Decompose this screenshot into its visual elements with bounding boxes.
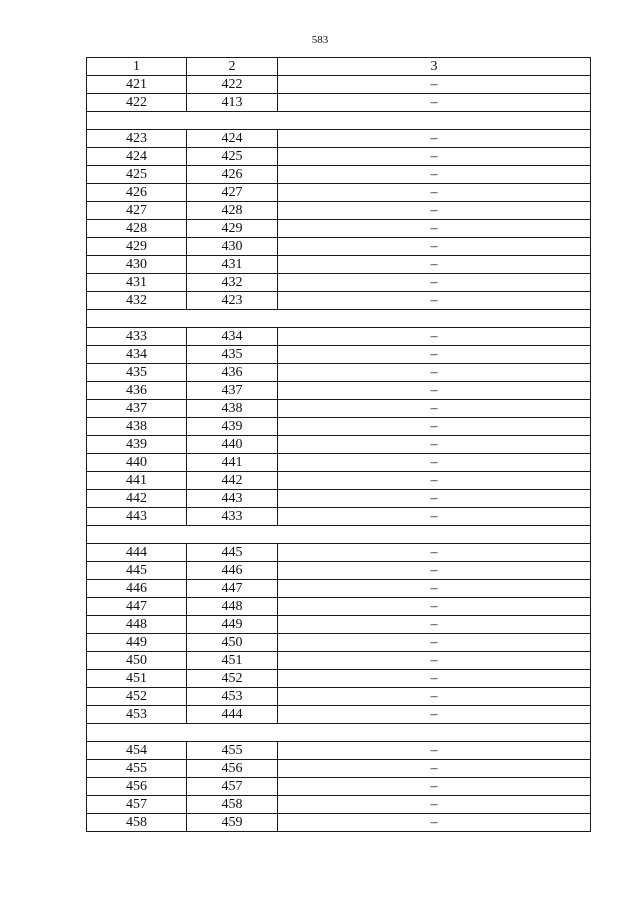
cell-col-3: –	[278, 220, 591, 238]
cell-col-3: –	[278, 742, 591, 760]
cell-col-2: 424	[187, 130, 278, 148]
cell-col-3: –	[278, 472, 591, 490]
table-row	[87, 76, 591, 94]
table-row	[87, 598, 591, 616]
cell-col-3: –	[278, 616, 591, 634]
table-row	[87, 382, 591, 400]
cell-col-2: 444	[187, 706, 278, 724]
separator-cell	[87, 310, 591, 328]
cell-col-1: 422	[87, 94, 187, 112]
group-separator-row	[87, 112, 591, 130]
cell-col-1: 445	[87, 562, 187, 580]
cell-col-2: 452	[187, 670, 278, 688]
table-row	[87, 346, 591, 364]
cell-col-2: 431	[187, 256, 278, 274]
cell-col-3: –	[278, 364, 591, 382]
cell-col-2: 441	[187, 454, 278, 472]
cell-col-3: –	[278, 148, 591, 166]
table-row	[87, 364, 591, 382]
separator-cell	[87, 526, 591, 544]
table-row	[87, 418, 591, 436]
table-row	[87, 544, 591, 562]
table-row	[87, 148, 591, 166]
table-row	[87, 454, 591, 472]
table-row	[87, 742, 591, 760]
cell-col-2: 436	[187, 364, 278, 382]
cell-col-3: –	[278, 76, 591, 94]
cell-col-3: –	[278, 652, 591, 670]
cell-col-2: 432	[187, 274, 278, 292]
group-separator-row	[87, 310, 591, 328]
cell-col-1: 438	[87, 418, 187, 436]
cell-col-1: 421	[87, 76, 187, 94]
cell-col-2: 429	[187, 220, 278, 238]
cell-col-2: 446	[187, 562, 278, 580]
cell-col-1: 426	[87, 184, 187, 202]
cell-col-1: 452	[87, 688, 187, 706]
cell-col-2: 428	[187, 202, 278, 220]
cell-col-3: –	[278, 202, 591, 220]
cell-col-2: 430	[187, 238, 278, 256]
cell-col-3: –	[278, 166, 591, 184]
cell-col-2: 458	[187, 796, 278, 814]
table-row	[87, 256, 591, 274]
cell-col-2: 433	[187, 508, 278, 526]
table-row	[87, 688, 591, 706]
cell-col-3: –	[278, 670, 591, 688]
cell-col-1: 431	[87, 274, 187, 292]
cell-col-2: 448	[187, 598, 278, 616]
cell-col-3: –	[278, 490, 591, 508]
cell-col-2: 456	[187, 760, 278, 778]
table-row	[87, 760, 591, 778]
cell-col-1: 441	[87, 472, 187, 490]
cell-col-3: –	[278, 778, 591, 796]
cell-col-1: 432	[87, 292, 187, 310]
table-row	[87, 94, 591, 112]
cell-col-3: –	[278, 796, 591, 814]
cell-col-1: 424	[87, 148, 187, 166]
separator-cell	[87, 724, 591, 742]
table-row	[87, 508, 591, 526]
cell-col-1: 451	[87, 670, 187, 688]
column-header-3: 3	[278, 58, 591, 76]
cell-col-3: –	[278, 184, 591, 202]
cell-col-2: 442	[187, 472, 278, 490]
table-row	[87, 130, 591, 148]
cell-col-1: 442	[87, 490, 187, 508]
cell-col-2: 459	[187, 814, 278, 832]
cell-col-2: 438	[187, 400, 278, 418]
table-row	[87, 436, 591, 454]
cell-col-1: 450	[87, 652, 187, 670]
cell-col-3: –	[278, 688, 591, 706]
cell-col-3: –	[278, 544, 591, 562]
cell-col-1: 437	[87, 400, 187, 418]
cell-col-1: 439	[87, 436, 187, 454]
cell-col-1: 436	[87, 382, 187, 400]
table-row	[87, 184, 591, 202]
cell-col-2: 437	[187, 382, 278, 400]
cell-col-2: 447	[187, 580, 278, 598]
header-row	[87, 58, 591, 76]
table-row	[87, 328, 591, 346]
cell-col-3: –	[278, 706, 591, 724]
table-row	[87, 202, 591, 220]
cell-col-2: 434	[187, 328, 278, 346]
cell-col-3: –	[278, 274, 591, 292]
cell-col-3: –	[278, 814, 591, 832]
cell-col-1: 446	[87, 580, 187, 598]
cell-col-1: 430	[87, 256, 187, 274]
table-row	[87, 796, 591, 814]
table-row	[87, 220, 591, 238]
cell-col-3: –	[278, 346, 591, 364]
cell-col-2: 457	[187, 778, 278, 796]
table-row	[87, 652, 591, 670]
cell-col-3: –	[278, 292, 591, 310]
cell-col-1: 423	[87, 130, 187, 148]
cell-col-2: 453	[187, 688, 278, 706]
cell-col-3: –	[278, 634, 591, 652]
cell-col-3: –	[278, 400, 591, 418]
cell-col-3: –	[278, 256, 591, 274]
cell-col-1: 425	[87, 166, 187, 184]
cell-col-1: 454	[87, 742, 187, 760]
cell-col-1: 443	[87, 508, 187, 526]
cell-col-2: 443	[187, 490, 278, 508]
table-row	[87, 166, 591, 184]
table-row	[87, 472, 591, 490]
table-row	[87, 400, 591, 418]
cell-col-1: 434	[87, 346, 187, 364]
cell-col-1: 449	[87, 634, 187, 652]
cell-col-2: 451	[187, 652, 278, 670]
data-table	[86, 57, 591, 832]
cell-col-2: 422	[187, 76, 278, 94]
cell-col-1: 455	[87, 760, 187, 778]
table-row	[87, 238, 591, 256]
cell-col-2: 435	[187, 346, 278, 364]
cell-col-1: 440	[87, 454, 187, 472]
cell-col-1: 427	[87, 202, 187, 220]
cell-col-1: 444	[87, 544, 187, 562]
cell-col-2: 450	[187, 634, 278, 652]
cell-col-3: –	[278, 238, 591, 256]
cell-col-3: –	[278, 508, 591, 526]
cell-col-2: 426	[187, 166, 278, 184]
table-row	[87, 580, 591, 598]
cell-col-3: –	[278, 562, 591, 580]
separator-cell	[87, 112, 591, 130]
cell-col-2: 440	[187, 436, 278, 454]
cell-col-3: –	[278, 328, 591, 346]
cell-col-3: –	[278, 598, 591, 616]
cell-col-1: 433	[87, 328, 187, 346]
cell-col-2: 439	[187, 418, 278, 436]
cell-col-1: 428	[87, 220, 187, 238]
group-separator-row	[87, 724, 591, 742]
column-header-1: 1	[87, 58, 187, 76]
cell-col-2: 445	[187, 544, 278, 562]
table-body	[87, 76, 591, 832]
table-row	[87, 706, 591, 724]
cell-col-1: 458	[87, 814, 187, 832]
table-row	[87, 490, 591, 508]
column-header-2: 2	[187, 58, 278, 76]
cell-col-3: –	[278, 436, 591, 454]
cell-col-3: –	[278, 382, 591, 400]
cell-col-3: –	[278, 760, 591, 778]
table-row	[87, 562, 591, 580]
cell-col-1: 447	[87, 598, 187, 616]
cell-col-3: –	[278, 580, 591, 598]
cell-col-1: 448	[87, 616, 187, 634]
cell-col-1: 457	[87, 796, 187, 814]
cell-col-1: 429	[87, 238, 187, 256]
table-row	[87, 778, 591, 796]
cell-col-2: 413	[187, 94, 278, 112]
table-row	[87, 274, 591, 292]
cell-col-2: 423	[187, 292, 278, 310]
table-row	[87, 634, 591, 652]
cell-col-3: –	[278, 130, 591, 148]
cell-col-1: 435	[87, 364, 187, 382]
cell-col-2: 449	[187, 616, 278, 634]
page-number: 583	[311, 34, 329, 46]
cell-col-1: 456	[87, 778, 187, 796]
group-separator-row	[87, 526, 591, 544]
cell-col-1: 453	[87, 706, 187, 724]
cell-col-3: –	[278, 418, 591, 436]
cell-col-2: 455	[187, 742, 278, 760]
table-row	[87, 670, 591, 688]
table-row	[87, 292, 591, 310]
cell-col-3: –	[278, 454, 591, 472]
cell-col-2: 427	[187, 184, 278, 202]
table-row	[87, 814, 591, 832]
table-row	[87, 616, 591, 634]
cell-col-3: –	[278, 94, 591, 112]
cell-col-2: 425	[187, 148, 278, 166]
